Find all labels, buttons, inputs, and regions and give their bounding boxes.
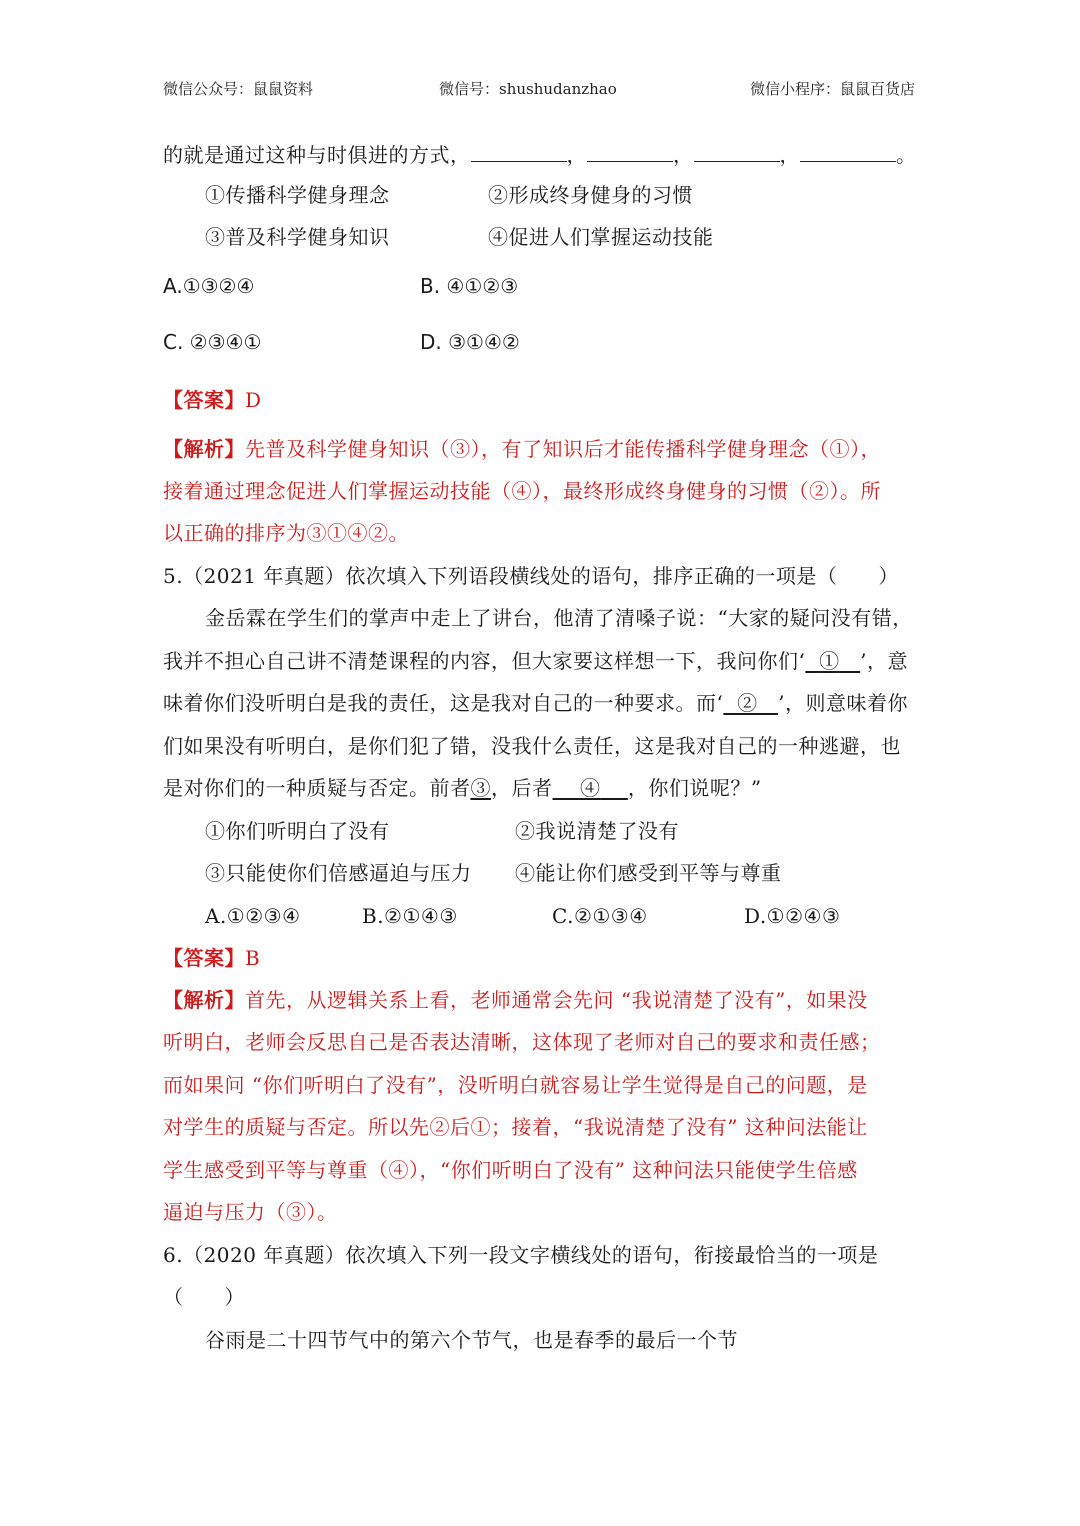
header-wechat-account: 微信公众号：鼠鼠资料	[163, 80, 314, 98]
header-mini-program: 微信小程序：鼠鼠百货店	[749, 80, 915, 98]
q4-option-a: A.①③②④	[163, 274, 255, 298]
blank-4: ④	[579, 776, 601, 800]
answer-tag: 【答案】	[163, 388, 245, 412]
q5-analysis-line-6: 逼迫与压力（③）。	[163, 1200, 338, 1224]
q5-item-1: ①你们听明白了没有	[205, 819, 390, 843]
q5-answer	[163, 946, 260, 970]
blank-2: ②	[737, 691, 758, 715]
q5-item-3: ③只能使你们倍感逼迫与压力	[205, 861, 472, 885]
answer-blank	[471, 141, 567, 162]
q5-passage-line-2: 我并不担心自己讲不清楚课程的内容，但大家要这样想一下，我问你们‘ ① ’，意	[163, 649, 909, 673]
q4-option-d: D. ③①④②	[420, 330, 520, 354]
answer-value: D	[245, 388, 262, 412]
q5-option-c: C.②①③④	[552, 904, 648, 928]
q4-item-2: ②形成终身健身的习惯	[488, 183, 693, 207]
q5-analysis-line-4: 对学生的质疑与否定。所以先②后①；接着，“我说清楚了没有” 这种问法能让	[163, 1115, 868, 1139]
q5-passage-line-4: 们如果没有听明白，是你们犯了错，没我什么责任，这是我对自己的一种逃避，也	[163, 734, 901, 758]
q5-option-a: A.①②③④	[205, 904, 301, 928]
q5-passage-line-3: 味着你们没听明白是我的责任，这是我对自己的一种要求。而‘ ② ’，则意味着你	[163, 691, 909, 715]
answer-blank	[800, 141, 896, 162]
q6-stem: 6.（2020 年真题）依次填入下列一段文字横线处的语句，衔接最恰当的一项是	[163, 1243, 879, 1267]
q4-analysis-line-1: 【解析】先普及科学健身知识（③），有了知识后才能传播科学健身理念（①），	[163, 437, 881, 461]
q5-passage-line-5: 是对你们的一种质疑与否定。前者③，后者 ④ ，你们说呢？”	[163, 776, 762, 800]
blank-1: ①	[819, 649, 840, 673]
q4-analysis-line-2: 接着通过理念促进人们掌握运动技能（④），最终形成终身健身的习惯（②）。所	[163, 479, 881, 503]
q5-option-b: B.②①④③	[362, 904, 458, 928]
q6-answer-paren: （ ）	[163, 1285, 245, 1309]
q5-item-4: ④能让你们感受到平等与尊重	[515, 861, 782, 885]
analysis-tag: 【解析】	[163, 988, 245, 1012]
page-header	[163, 78, 915, 102]
q4-answer	[163, 388, 262, 412]
q5-item-2: ②我说清楚了没有	[515, 819, 679, 843]
q4-analysis-line-3: 以正确的排序为③①④②。	[163, 521, 409, 545]
q5-passage-line-1: 金岳霖在学生们的掌声中走上了讲台，他清了清嗓子说：“大家的疑问没有错，	[205, 606, 913, 630]
answer-blank	[694, 141, 780, 162]
q4-stem-tail: 的就是通过这种与时俱进的方式， ， ， ， 。	[163, 143, 917, 167]
q4-option-b: B. ④①②③	[420, 274, 519, 298]
q5-analysis-line-2: 听明白，老师会反思自己是否表达清晰，这体现了老师对自己的要求和责任感；	[163, 1030, 881, 1054]
q4-item-4: ④促进人们掌握运动技能	[488, 225, 714, 249]
q5-analysis-line-3: 而如果问 “你们听明白了没有”，没听明白就容易让学生觉得是自己的问题，是	[163, 1073, 868, 1097]
q5-analysis-line-1: 【解析】首先，从逻辑关系上看，老师通常会先问 “我说清楚了没有”，如果没	[163, 988, 868, 1012]
q5-analysis-line-5: 学生感受到平等与尊重（④），“你们听明白了没有” 这种问法只能使学生倍感	[163, 1158, 858, 1182]
answer-blank	[587, 141, 673, 162]
answer-value: B	[245, 946, 261, 970]
blank-3: ③	[470, 776, 491, 800]
q5-stem: 5.（2021 年真题）依次填入下列语段横线处的语句，排序正确的一项是（ ）	[163, 564, 899, 588]
q4-item-3: ③普及科学健身知识	[205, 225, 390, 249]
q5-option-d: D.①②④③	[744, 904, 841, 928]
header-wechat-id: 微信号：shushudanzhao	[439, 80, 617, 98]
q4-item-1: ①传播科学健身理念	[205, 183, 390, 207]
q4-option-c: C. ②③④①	[163, 330, 262, 354]
answer-tag: 【答案】	[163, 946, 245, 970]
q6-passage-line-1: 谷雨是二十四节气中的第六个节气，也是春季的最后一个节	[205, 1328, 738, 1352]
analysis-tag: 【解析】	[163, 437, 245, 461]
